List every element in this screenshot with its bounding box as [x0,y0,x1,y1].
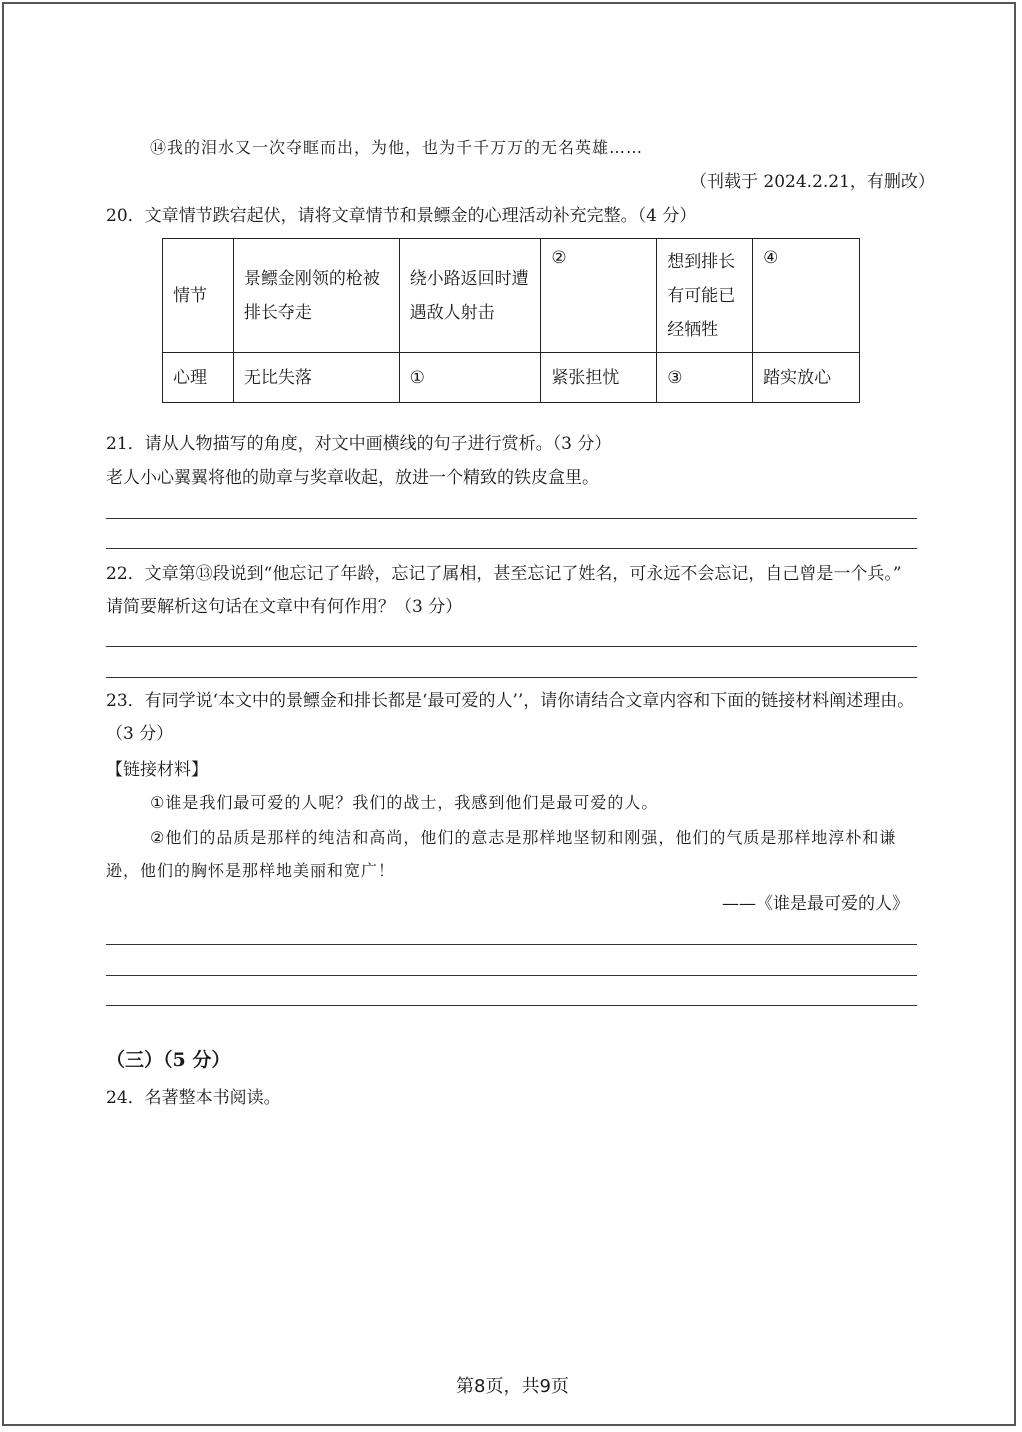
mind-cell-2-blank: ① [399,353,541,403]
mind-row [163,353,860,403]
mind-cell-3: 紧张担忧 [541,353,657,403]
link-para-2-line1: ②他们的品质是那样的纯洁和高尚，他们的意志是那样地坚韧和刚强，他们的气质是那样地淳朴和谦 [150,828,897,847]
question-21-quote: 老人小心翼翼将他的勋章与奖章收起，放进一个精致的铁皮盒里。 [106,468,599,488]
row-label-plot: 情节 [163,239,234,353]
answer-line[interactable] [106,944,917,945]
question-21: 21．请从人物描写的角度，对文中画横线的句子进行赏析。（3 分） [106,434,612,454]
link-material-label: 【链接材料】 [106,760,208,780]
row-label-mind: 心理 [163,353,234,403]
mind-cell-4-blank: ③ [657,353,753,403]
plot-cell-3-blank: ② [541,239,657,353]
section-3-heading: （三）（5 分） [106,1049,231,1071]
answer-line[interactable] [106,1005,917,1006]
plot-cell-4: 想到排长有可能已经牺牲 [657,239,753,353]
paragraph-14: ⑭我的泪水又一次夺眶而出，为他，也为千千万万的无名英雄…… [150,138,644,157]
link-para-1: ①谁是我们最可爱的人呢？我们的战士，我感到他们是最可爱的人。 [150,793,659,812]
question-22-line2: 请简要解析这句话在文章中有何作用？（3 分） [106,597,463,617]
plot-cell-2: 绕小路返回时遭遇敌人射击 [399,239,541,353]
mind-cell-1: 无比失落 [233,353,399,403]
link-para-2-line2: 逊，他们的胸怀是那样地美丽和宽广！ [106,861,396,880]
answer-line[interactable] [106,646,917,647]
answer-line[interactable] [106,677,917,678]
source-note: （刊载于 2024.2.21，有删改） [690,172,935,192]
question-20: 20．文章情节跌宕起伏，请将文章情节和景鳔金的心理活动补充完整。（4 分） [106,206,697,226]
answer-line[interactable] [106,975,917,976]
mind-cell-5: 踏实放心 [753,353,860,403]
question-23-line1: 23．有同学说‘本文中的景鳔金和排长都是‘最可爱的人’’，请你请结合文章内容和下面的链接材料阐述理由。 [106,691,915,711]
plot-table [162,238,860,403]
plot-cell-5-blank: ④ [753,239,860,353]
question-22-line1: 22．文章第⑬段说到“他忘记了年龄，忘记了属相，甚至忘记了姓名，可永远不会忘记，自己曾是一个兵。” [106,564,902,584]
plot-cell-1: 景鳔金刚领的枪被排长夺走 [233,239,399,353]
link-source: ——《谁是最可爱的人》 [722,894,909,914]
question-24: 24．名著整本书阅读。 [106,1088,281,1108]
answer-line[interactable] [106,518,917,519]
question-23-line2: （3 分） [106,724,174,744]
page-footer: 第8页，共9页 [456,1376,569,1397]
plot-row [163,239,860,353]
answer-line[interactable] [106,548,917,549]
